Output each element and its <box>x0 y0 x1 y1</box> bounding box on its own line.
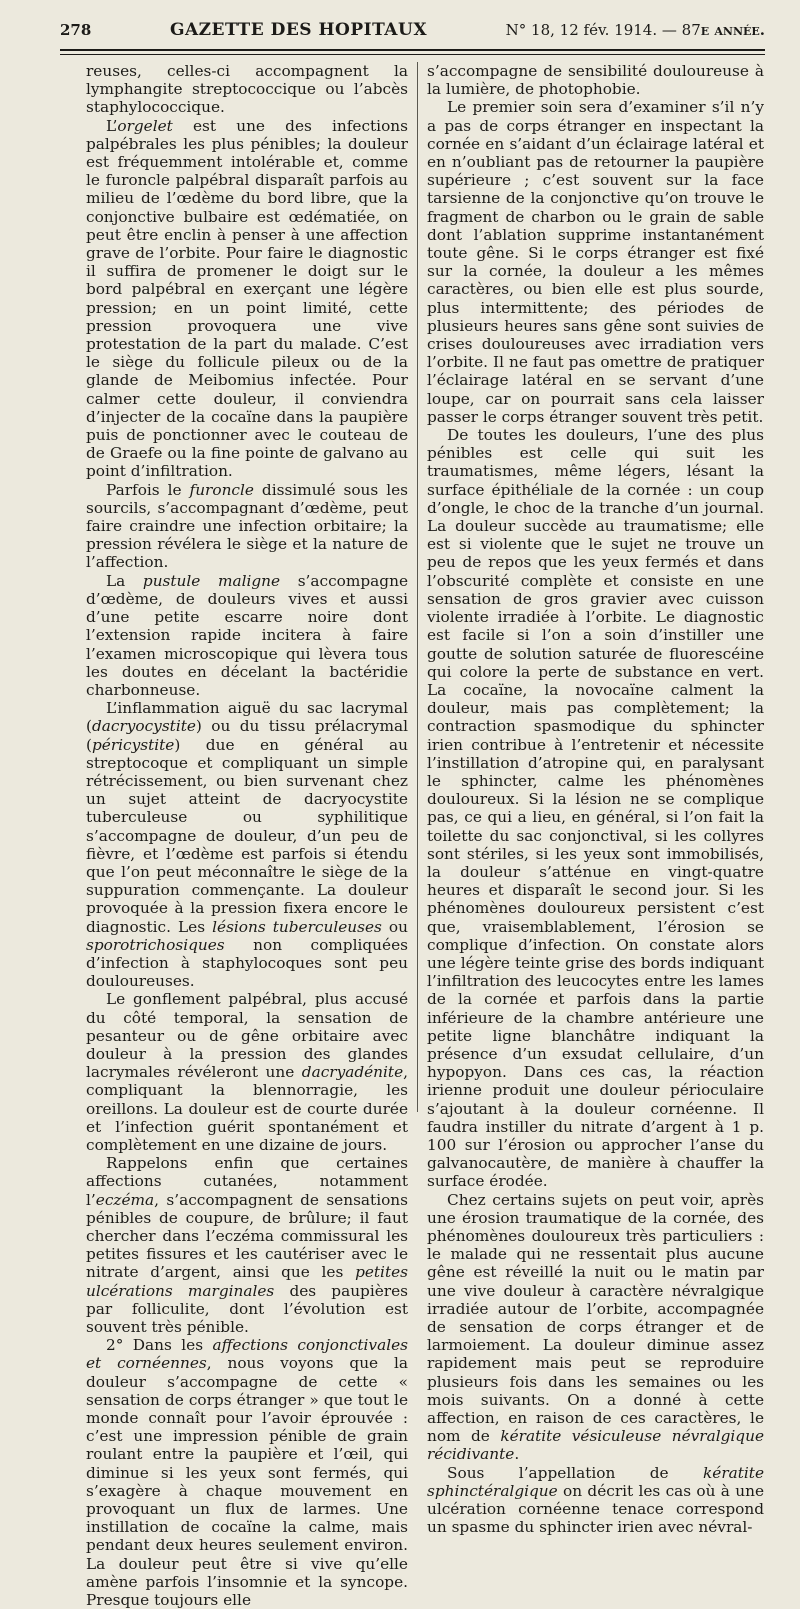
paragraph <box>427 1464 764 1537</box>
text-run: 2° Dans les <box>106 1336 213 1355</box>
paragraph <box>86 481 408 572</box>
paragraph <box>86 1154 408 1336</box>
text-run: Rappelons enfin que certaines affections cutanées, notamment l’ <box>86 1154 408 1209</box>
text-run: De toutes les douleurs, l’une des plus pénibles est celle qui suit les traumatismes, même légers, lésant la surface épithéliale de la cornée : un coup d’ongle, le choc de la tranche d’un journal. La douleur succède au traumatisme; elle est si violente que le sujet ne trouve un peu de repos que les yeux fermés et dans l’obscurité complète et consiste en une sensation de gros gravier avec cuisson violente irradiée à l’orbite. Le diagnostic est facile si l’on a soin d’instiller une goutte de solution saturée de fluorescéine qui colore la perte de substance en vert. La cocaïne, la novocaïne calment la douleur, mais pas complètement; la contraction spasmodique du sphincter irien contribue à l’entretenir et nécessite l’instillation d’atropine qui, en paralysant le sphincter, calme les phénomènes douloureux. Si la lésion ne se complique pas, ce qui a lieu, en général, si l’on fait la toilette du sac conjonctival, si les collyres sont stériles, si les yeux sont immobilisés, la douleur s’atténue en vingt-quatre heures et disparaît le second jour. Si les phénomènes douloureux persistent c’est que, vraisemblablement, l’érosion se complique d’infection. On constate alors une légère teinte grise des bords indiquant l’infiltration des leucocytes entre les lames de la cornée et parfois dans la partie inférieure de la chambre antérieure une petite ligne blanchâtre indiquant la présence d’un exsudat cellulaire, d’un hypopyon. Dans ces cas, la réaction irienne produit une douleur périoculaire s’ajoutant à la douleur cornéenne. Il faudra instiller du nitrate d’argent à 1 p. 100 sur l’érosion ou approcher l’anse du galvanocautère, de manière à chauffer la surface érodée. <box>427 426 764 1191</box>
text-run: on décrit les cas où à une ulcération cornéenne tenace correspond un spasme du sphincter irien avec névral- <box>427 1481 764 1537</box>
page-header <box>60 20 765 50</box>
issue-info <box>506 21 765 39</box>
text-run: reuses, celles-ci accompagnent la lymphangite streptococcique ou l’abcès staphylococcique. <box>86 62 408 117</box>
header-rule-thin <box>60 54 765 55</box>
italic-run: péricystite <box>91 735 175 754</box>
text-run: La <box>106 571 143 590</box>
column-divider <box>417 62 418 1112</box>
right-column <box>427 62 765 1537</box>
text-run: s’accompagne d’œdème, de douleurs vives et aussi d’une petite escarre noire dont l’extension rapide incitera à faire l’examen microscopique qui lèvera tous les doutes en décelant la bactéridie charbonneuse. <box>86 571 408 699</box>
text-run: ou <box>381 917 408 936</box>
issue-year-suffix: e année. <box>700 21 765 39</box>
paragraph <box>86 572 408 699</box>
journal-title: GAZETTE DES HOPITAUX <box>169 20 428 40</box>
text-run: . <box>514 1445 520 1464</box>
italic-run: kératite sphinctéralgique <box>427 1463 764 1500</box>
italic-run: eczéma <box>95 1190 155 1209</box>
paragraph <box>86 990 408 1154</box>
text-run: Le gonflement palpébral, plus accusé du côté temporal, la sensation de pesanteur ou de gêne orbitaire avec douleur à la pression des glandes lacrymales révéleront une <box>86 990 408 1082</box>
italic-run: dacryocystite <box>91 717 196 736</box>
paragraph <box>427 98 764 426</box>
italic-run: furoncle <box>189 480 254 499</box>
header-rule-thick <box>60 49 765 51</box>
italic-run: petites ulcérations marginales <box>86 1263 408 1300</box>
text-run: , compliquant la blennorragie, les oreillons. La douleur est de courte durée et l’infection guérit spontanément et complètement en une dizaine de jours. <box>86 1063 408 1154</box>
issue-date: N° 18, 12 fév. 1914. — 87 <box>505 21 701 39</box>
paragraph <box>427 62 764 98</box>
text-run: ) ou du tissu prélacrymal ( <box>86 717 408 754</box>
paragraph <box>427 426 764 1191</box>
italic-run: kératite vésiculeuse névralgique récidivante <box>427 1427 765 1464</box>
text-run: Parfois le <box>106 480 190 499</box>
paragraph <box>86 1336 408 1609</box>
paragraph <box>427 1191 764 1464</box>
text-run: dissimulé sous les sourcils, s’accompagnant d’œdème, peut faire craindre une infection orbitaire; la pression révélera le siège et la nature de l’affection. <box>86 480 408 572</box>
text-run: des paupières par folliculite, dont l’évolution est souvent très pénible. <box>86 1281 409 1337</box>
text-run: est une des infections palpébrales les plus pénibles; la douleur est fréquemment intolérable et, comme le furoncle palpébral disparaît parfois au milieu de l’œdème du bord libre, que la conjonctive bulbaire est œdématiée, on peut être enclin à penser à une affection grave de l’orbite. Pour faire le diagnostic il suffira de promener le doigt sur le bord palpébral en exerçant une légère pression; en un point limité, cette pression provoquera une vive protestation de la part du malade. C’est le siège du follicule pileux ou de la glande de Meibomius infectée. Pour calmer cette douleur, il conviendra d’injecter de la cocaïne dans la paupière puis de ponctionner avec le couteau de de Graefe ou la fine pointe de galvano au point d’infiltration. <box>86 116 408 481</box>
text-run: , nous voyons que la douleur s’accompagne de cette « sensation de corps étranger » que tout le monde connaît pour l’avoir éprouvée : c’est une impression pénible de grain roulant entre la paupière et l’œil, qui diminue si les yeux sont fermés, qui s’exagère à chaque mouvement en provoquant un flux de larmes. Une instillation de cocaïne la calme, mais pendant deux heures seulement environ. La douleur peut être si vive qu’elle amène parfois l’insomnie et la syncope. Presque toujours elle <box>86 1354 408 1609</box>
text-run: Le premier soin sera d’examiner s’il n’y a pas de corps étranger en inspectant la cornée en s’aidant d’un éclairage latéral et en n’oubliant pas de retourner la paupière supérieure ; c’est souvent sur la face tarsienne de la conjonctive qu’on trouve le fragment de charbon ou le grain de sable dont l’ablation supprime instantanément toute gêne. Si le corps étranger est fixé sur la cornée, la douleur a les mêmes caractères, ou bien elle est plus sourde, plus intermittente; des périodes de plusieurs heures sans gêne sont suivies de crises douloureuses avec irradiation vers l’orbite. Il ne faut pas omettre de pratiquer l’éclairage latéral en se servant d’une loupe, car on pourrait sans cela laisser passer le corps étranger souvent très petit. <box>427 98 764 426</box>
text-run: Chez certains sujets on peut voir, après une érosion traumatique de la cornée, des phénomènes douloureux très particuliers : le malade qui ne ressentait plus aucune gêne est réveillé la nuit ou le matin par une vive douleur à caractère névralgique irradiée autour de l’orbite, accompagnée de sensation de corps étranger et de larmoiement. La douleur diminue assez rapidement mais peut se reproduire plusieurs fois dans les semaines ou les mois suivants. On a donné à cette affection, en raison de ces caractères, le nom de <box>427 1190 764 1446</box>
left-column <box>86 62 409 1609</box>
page-number: 278 <box>60 21 92 39</box>
text-run: L’inflammation aiguë du sac lacrymal ( <box>86 699 408 736</box>
italic-run: lésions tuberculeuses <box>212 917 382 936</box>
italic-run: affections conjonctivales et cornéennes <box>86 1336 408 1373</box>
paragraph <box>86 117 408 481</box>
text-run: Sous l’appellation de <box>447 1463 703 1482</box>
text-run: L’ <box>106 116 118 135</box>
text-run: s’accompagne de sensibilité douloureuse à la lumière, de photophobie. <box>427 62 764 99</box>
paragraph <box>86 699 408 990</box>
italic-run: dacryadénite <box>301 1063 404 1082</box>
italic-run: orgelet <box>117 116 173 135</box>
text-run: , s’accompagnent de sensations pénibles de coupure, de brûlure; il faut chercher dans l’eczéma commissural les petites fissures et les cautériser avec le nitrate d’argent, ainsi que les <box>86 1190 408 1282</box>
italic-run: pustule maligne <box>142 571 281 590</box>
paragraph <box>86 62 408 117</box>
text-run: non compliquées d’infection à staphylocoques sont peu douloureuses. <box>86 935 408 991</box>
italic-run: sporotrichosiques <box>86 935 225 954</box>
text-run: ) due en général au streptocoque et compliquant un simple rétrécissement, ou bien survenant chez un sujet atteint de dacryocystite tuberculeuse ou syphilitique s’accompagne de douleur, d’un peu de fièvre, et l’œdème est parfois si étendu que l’on peut méconnaître le siège de la suppuration commençante. La douleur provoquée à la pression fixera encore le diagnostic. Les <box>86 735 408 936</box>
